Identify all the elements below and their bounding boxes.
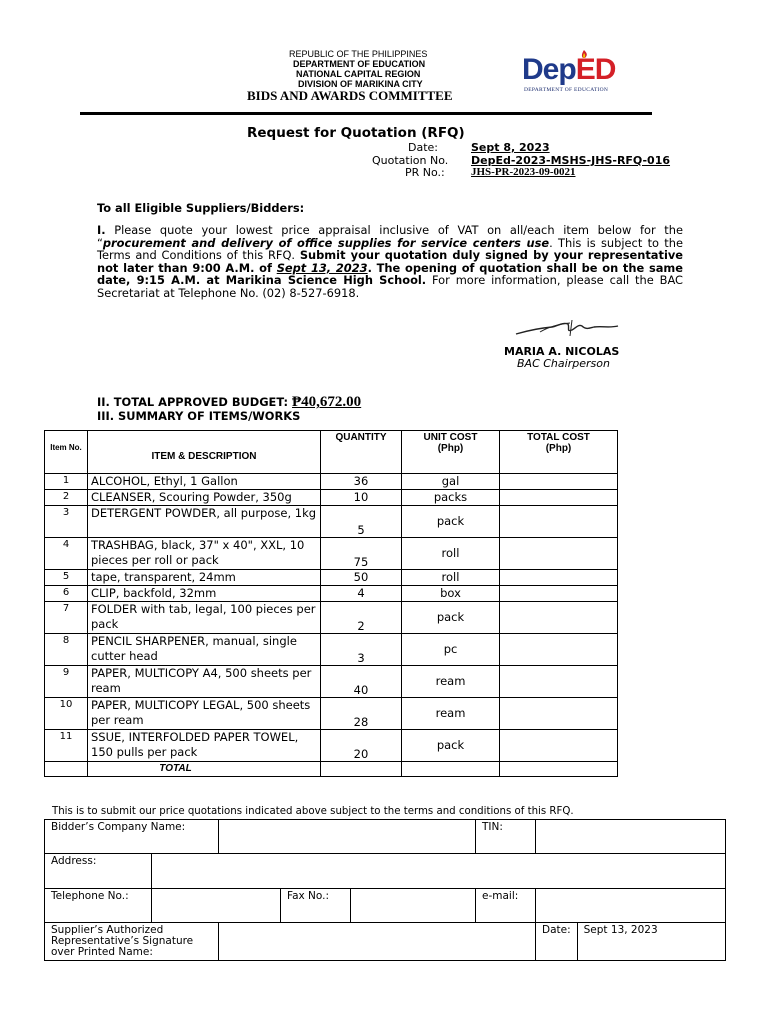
item-description: CLEANSER, Scouring Powder, 350g (88, 490, 321, 506)
date-label: Date: (408, 141, 438, 154)
bidder-intro: This is to submit our price quotations indicated above subject to the terms and conditions of this RFQ. (52, 806, 574, 817)
item-total-cost[interactable] (500, 490, 618, 506)
header-item-no: Item No. (45, 431, 88, 474)
summary-heading: III. SUMMARY OF ITEMS/WORKS (97, 409, 301, 423)
bidder-info-table (44, 819, 726, 961)
item-number: 10 (45, 698, 88, 730)
item-quantity: 28 (321, 698, 402, 730)
company-row (45, 820, 726, 854)
item-number: 5 (45, 570, 88, 586)
pr-number: JHS-PR-2023-09-0021 (471, 166, 576, 178)
item-quantity: 10 (321, 490, 402, 506)
table-row (45, 538, 618, 570)
item-number: 3 (45, 506, 88, 538)
item-number: 6 (45, 586, 88, 602)
item-unit: ream (402, 698, 500, 730)
item-unit: pack (402, 506, 500, 538)
table-row (45, 490, 618, 506)
contact-row (45, 889, 726, 923)
item-quantity: 75 (321, 538, 402, 570)
item-number: 8 (45, 634, 88, 666)
bidder-date-value: Sept 13, 2023 (577, 923, 725, 961)
item-unit: pc (402, 634, 500, 666)
header-total-cost: TOTAL COST (Php) (500, 431, 618, 474)
table-row (45, 698, 618, 730)
item-unit: pack (402, 602, 500, 634)
item-quantity: 4 (321, 586, 402, 602)
item-description: tape, transparent, 24mm (88, 570, 321, 586)
item-unit: roll (402, 538, 500, 570)
quotation-label: Quotation No. (372, 154, 449, 167)
item-description: CLIP, backfold, 32mm (88, 586, 321, 602)
item-unit: roll (402, 570, 500, 586)
item-description: FOLDER with tab, legal, 100 pieces per pack (88, 602, 321, 634)
bidder-date-label: Date: (536, 923, 578, 961)
item-number: 2 (45, 490, 88, 506)
item-quantity: 3 (321, 634, 402, 666)
table-row (45, 666, 618, 698)
company-label: Bidder’s Company Name: (45, 820, 219, 854)
instructions-paragraph: I. Please quote your lowest price appraisal inclusive of VAT on all/each item below for the “procurement and delivery of office supplies for service centers use. This is subject to the Terms and Conditions of this RFQ. Submit your quotation duly signed by your representative not later than 9:00 A.M. of Sept 13, 2023. The opening of quotation shall be on the same date, 9:15 A.M. at Marikina Science High School. For more information, please call the BAC Secretariat at Telephone No. (02) 8-527-6918. (97, 223, 684, 300)
fax-field[interactable] (351, 889, 476, 923)
item-total-cost[interactable] (500, 538, 618, 570)
item-total-cost[interactable] (500, 698, 618, 730)
quotation-number: DepEd-2023-MSHS-JHS-RFQ-016 (471, 154, 671, 167)
item-quantity: 2 (321, 602, 402, 634)
items-header-row (45, 431, 618, 474)
date-value: Sept 8, 2023 (471, 141, 550, 154)
item-total-cost[interactable] (500, 570, 618, 586)
signatory-title: BAC Chairperson (517, 357, 610, 370)
item-unit: ream (402, 666, 500, 698)
item-total-cost[interactable] (500, 730, 618, 762)
logo-subtitle: DEPARTMENT OF EDUCATION (524, 87, 609, 93)
item-total-cost[interactable] (500, 666, 618, 698)
item-number: 9 (45, 666, 88, 698)
item-description: SSUE, INTERFOLDED PAPER TOWEL, 150 pulls per pack (88, 730, 321, 762)
header-quantity: QUANTITY (321, 431, 402, 474)
item-description: PAPER, MULTICOPY LEGAL, 500 sheets per ream (88, 698, 321, 730)
division-line: DIVISION OF MARIKINA CITY (298, 79, 423, 89)
item-total-cost[interactable] (500, 506, 618, 538)
signature-row (45, 923, 726, 961)
signature-field[interactable] (219, 923, 536, 961)
total-label: TOTAL (88, 762, 321, 777)
total-row (45, 762, 618, 777)
item-number: 7 (45, 602, 88, 634)
item-number: 11 (45, 730, 88, 762)
item-total-cost[interactable] (500, 634, 618, 666)
region-line: NATIONAL CAPITAL REGION (296, 69, 421, 79)
item-total-cost[interactable] (500, 586, 618, 602)
item-unit: box (402, 586, 500, 602)
salutation: To all Eligible Suppliers/Bidders: (97, 201, 305, 215)
header-unit-cost: UNIT COST (Php) (402, 431, 500, 474)
table-row (45, 602, 618, 634)
item-quantity: 20 (321, 730, 402, 762)
total-budget: II. TOTAL APPROVED BUDGET: ₱40,672.00 (97, 394, 362, 410)
item-description: DETERGENT POWDER, all purpose, 1kg (88, 506, 321, 538)
committee-name: BIDS AND AWARDS COMMITTEE (247, 88, 453, 103)
republic-line: REPUBLIC OF THE PHILIPPINES (289, 49, 428, 59)
item-description: PENCIL SHARPENER, manual, single cutter head (88, 634, 321, 666)
signature-label: Supplier’s Authorized Representative’s Signature over Printed Name: (45, 923, 219, 961)
item-quantity: 36 (321, 474, 402, 490)
table-row (45, 506, 618, 538)
address-row (45, 854, 726, 889)
address-label: Address: (45, 854, 152, 889)
item-description: ALCOHOL, Ethyl, 1 Gallon (88, 474, 321, 490)
table-row (45, 730, 618, 762)
rfq-title: Request for Quotation (RFQ) (247, 125, 465, 141)
item-unit: packs (402, 490, 500, 506)
deped-logo (522, 52, 642, 98)
budget-value: ₱40,672.00 (292, 394, 362, 410)
department-line: DEPARTMENT OF EDUCATION (293, 59, 426, 69)
telephone-label: Telephone No.: (45, 889, 152, 923)
company-field[interactable] (219, 820, 476, 854)
logo-text-dep: Dep (522, 53, 576, 86)
table-row (45, 634, 618, 666)
pr-label: PR No.: (405, 166, 445, 179)
items-table (44, 430, 618, 777)
fax-label: Fax No.: (281, 889, 351, 923)
table-row (45, 570, 618, 586)
item-total-cost[interactable] (500, 602, 618, 634)
item-number: 1 (45, 474, 88, 490)
signature-image (510, 310, 630, 344)
item-quantity: 5 (321, 506, 402, 538)
table-row (45, 474, 618, 490)
item-number: 4 (45, 538, 88, 570)
item-description: TRASHBAG, black, 37" x 40", XXL, 10 pieces per roll or pack (88, 538, 321, 570)
item-unit: gal (402, 474, 500, 490)
tin-label: TIN: (476, 820, 536, 854)
item-unit: pack (402, 730, 500, 762)
header-divider (80, 112, 652, 115)
item-total-cost[interactable] (500, 474, 618, 490)
address-field[interactable] (152, 854, 726, 889)
item-quantity: 40 (321, 666, 402, 698)
logo-text-ed: ED (575, 53, 616, 86)
table-row (45, 586, 618, 602)
item-description: PAPER, MULTICOPY A4, 500 sheets per ream (88, 666, 321, 698)
signatory-name: MARIA A. NICOLAS (504, 345, 620, 358)
email-field[interactable] (536, 889, 726, 923)
item-quantity: 50 (321, 570, 402, 586)
header-description: ITEM & DESCRIPTION (88, 431, 321, 474)
email-label: e-mail: (476, 889, 536, 923)
telephone-field[interactable] (152, 889, 281, 923)
tin-field[interactable] (536, 820, 726, 854)
